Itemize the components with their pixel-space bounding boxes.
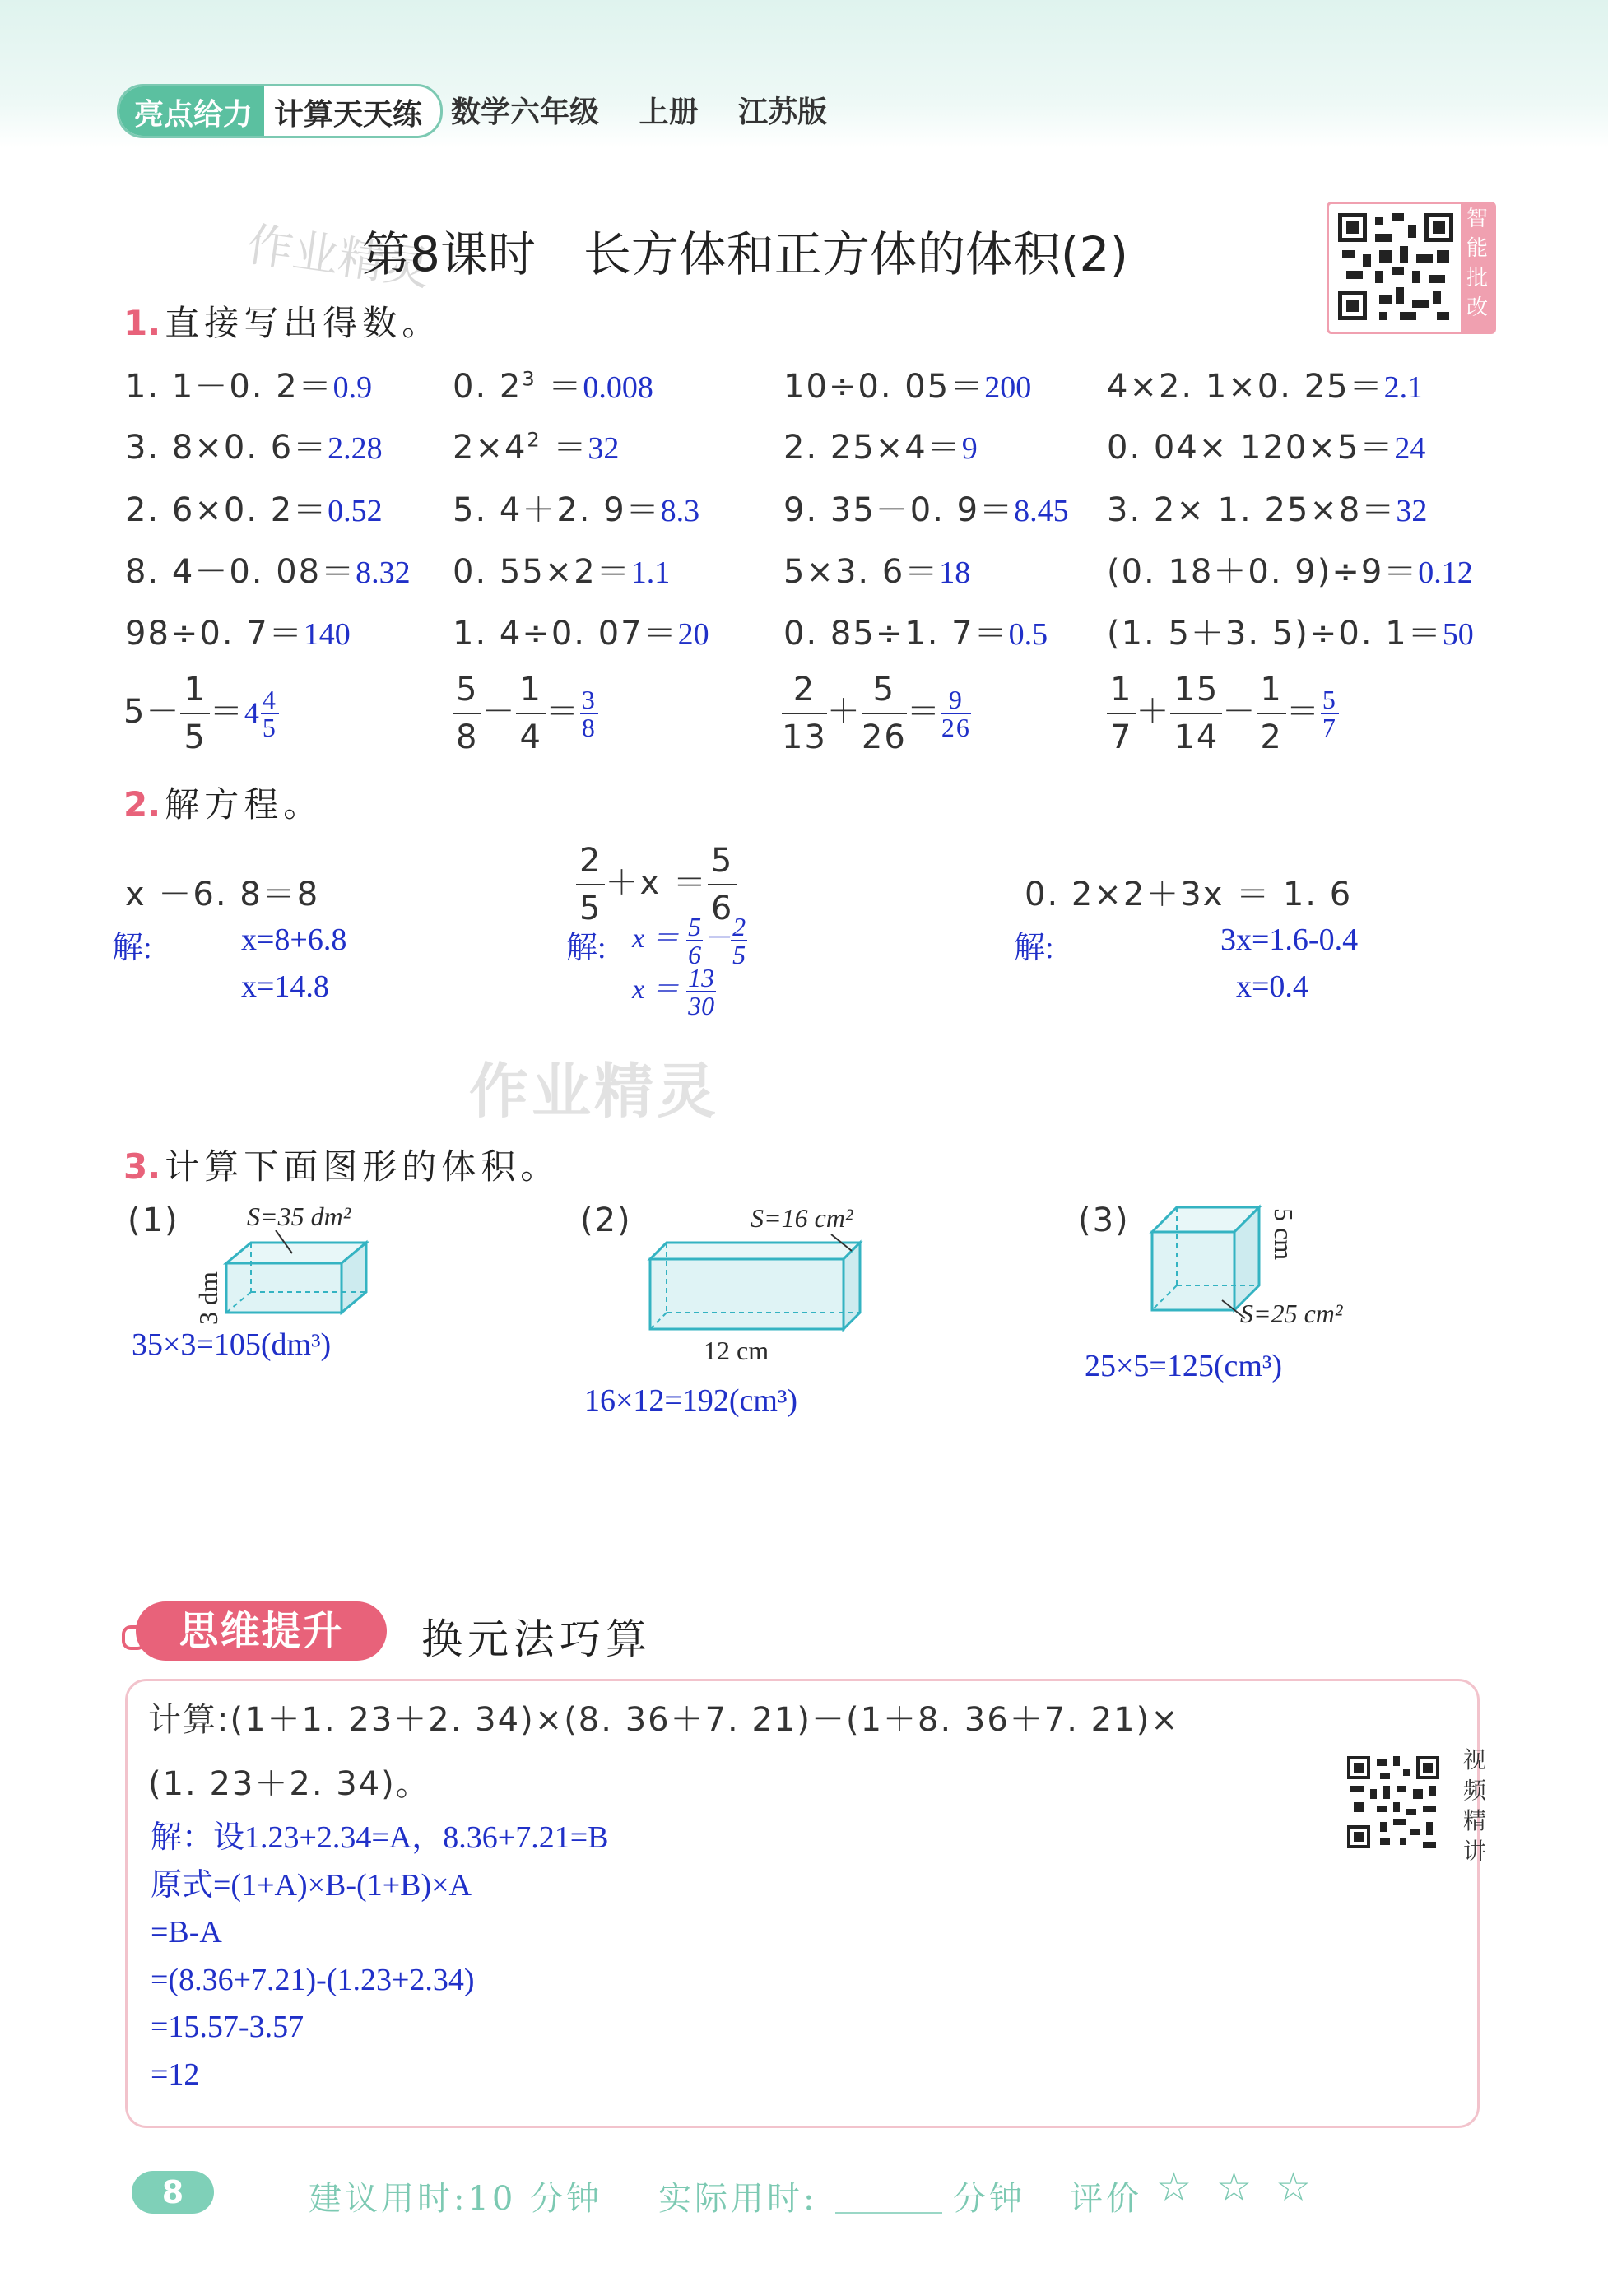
section-number: 3. bbox=[123, 1146, 161, 1187]
answer-text: 0.9 bbox=[332, 370, 373, 405]
solution-step: x=0.4 bbox=[1236, 969, 1308, 1004]
actual-time-label: 实际用时: bbox=[658, 2180, 818, 2218]
mental-math-item bbox=[453, 421, 619, 468]
figure-label: (2) bbox=[580, 1201, 632, 1239]
length-label: 12 cm bbox=[704, 1336, 769, 1365]
solution-line: =(8.36+7.21)-(1.23+2.34) bbox=[151, 1962, 475, 1997]
mental-math-item bbox=[453, 546, 670, 593]
qr-label-char: 智 bbox=[1466, 207, 1488, 231]
operator: － bbox=[481, 693, 517, 731]
qr-label-char: 批 bbox=[1466, 266, 1488, 290]
question-text: 5×3. 6＝ bbox=[783, 553, 940, 591]
question-text: 0. 04× 120×5＝ bbox=[1107, 429, 1395, 467]
volume: 上册 bbox=[639, 95, 699, 129]
cuboid-figure-1 bbox=[222, 1230, 379, 1329]
numerator: 15 bbox=[1170, 667, 1222, 714]
area-label: S=25 cm² bbox=[1240, 1299, 1343, 1328]
denominator: 5 bbox=[184, 718, 207, 756]
numerator: 5 bbox=[862, 667, 907, 714]
qr-label-top bbox=[1461, 204, 1494, 332]
area-label: S=16 cm² bbox=[751, 1203, 853, 1233]
mental-math-item bbox=[783, 360, 1031, 407]
expr-part: x ＝ bbox=[632, 974, 680, 1005]
numerator: 5 bbox=[688, 912, 702, 941]
section1-heading bbox=[123, 296, 441, 346]
exponent: 3 bbox=[522, 367, 537, 391]
solve-label: 解: bbox=[1014, 931, 1054, 965]
series-name: 计算天天练 bbox=[274, 98, 423, 132]
question-text: 1. 4÷0. 07＝ bbox=[453, 615, 678, 653]
star-icon[interactable]: ☆ bbox=[1156, 2164, 1192, 2210]
watermark: 作业精灵 bbox=[469, 1057, 720, 1126]
answer-numerator: 9 bbox=[941, 686, 971, 714]
answer-text: 0.52 bbox=[328, 494, 383, 528]
height-label: 3 dm bbox=[193, 1271, 223, 1325]
answer-text: 32 bbox=[588, 431, 620, 466]
mental-math-item bbox=[1107, 484, 1427, 531]
solution-block bbox=[151, 1815, 609, 2098]
expr-part: x ＝ bbox=[632, 923, 680, 954]
fraction-item-4 bbox=[1107, 667, 1339, 760]
qr-label-char: 频 bbox=[1462, 1777, 1486, 1804]
thinking-tag: 思维提升 bbox=[136, 1601, 387, 1661]
numerator: 2 bbox=[576, 838, 605, 885]
star-icon[interactable]: ☆ bbox=[1216, 2164, 1252, 2210]
answer-text: 140 bbox=[303, 617, 351, 652]
answer-text: 200 bbox=[984, 370, 1032, 405]
mental-math-item bbox=[125, 607, 351, 654]
question-text: 2. 6×0. 2＝ bbox=[125, 491, 328, 529]
numerator: 2 bbox=[732, 912, 746, 941]
question-text: 1. 1－0. 2＝ bbox=[125, 368, 333, 406]
denominator: 14 bbox=[1173, 718, 1220, 756]
numerator: 1 bbox=[516, 667, 545, 714]
operator: － bbox=[1222, 693, 1257, 731]
watermark: 作业精灵 bbox=[243, 217, 434, 297]
qr-label-char: 精 bbox=[1462, 1807, 1486, 1834]
answer-numerator: 5 bbox=[1322, 685, 1337, 714]
solution-line: =15.57-3.57 bbox=[151, 2010, 304, 2044]
answer-text: 2.1 bbox=[1383, 370, 1424, 405]
height-label: 5 cm bbox=[1269, 1208, 1299, 1261]
denominator: 8 bbox=[456, 718, 479, 756]
section-number: 1. bbox=[123, 303, 161, 343]
suggested-time: 建议用时:10 分钟 bbox=[309, 2180, 603, 2218]
answer-whole: 4 bbox=[244, 696, 261, 729]
problem-line-1: 计算:(1＋1. 23＋2. 34)×(8. 36＋7. 21)－(1＋8. 36＋7. 21)× bbox=[148, 1701, 1180, 1739]
solution-line: 解：设1.23+2.34=A，8.36+7.21=B bbox=[151, 1820, 609, 1855]
question-text: 2. 25×4＝ bbox=[783, 429, 962, 467]
equals: ＝ bbox=[906, 693, 941, 731]
operator: ＋ bbox=[1136, 693, 1171, 731]
book-info bbox=[451, 89, 827, 131]
denominator: 5 bbox=[732, 940, 746, 969]
question-text: 98÷0. 7＝ bbox=[125, 615, 304, 653]
numerator: 1 bbox=[180, 667, 209, 714]
denominator: 13 bbox=[782, 718, 827, 756]
mental-math-item bbox=[1107, 421, 1425, 468]
answer-text: 9 bbox=[961, 431, 978, 466]
mental-math-item bbox=[125, 421, 383, 468]
equation-3: 0. 2×2＋3x ＝ 1. 6 bbox=[1025, 876, 1353, 913]
edition: 江苏版 bbox=[738, 95, 828, 129]
question-text: (1. 5＋3. 5)÷0. 1＝ bbox=[1107, 615, 1443, 653]
denominator: 4 bbox=[519, 718, 542, 756]
question-text: 2×4 bbox=[453, 429, 527, 467]
question-text: 0. 85÷1. 7＝ bbox=[783, 615, 1009, 653]
lesson-title: 第8课时 长方体和正方体的体积(2) bbox=[362, 226, 1129, 282]
answer-text: 24 bbox=[1394, 431, 1426, 466]
solution-line: =B-A bbox=[151, 1915, 222, 1950]
mental-math-item bbox=[783, 421, 978, 468]
solution-line: =12 bbox=[151, 2057, 200, 2092]
section-title: 计算下面图形的体积。 bbox=[165, 1146, 560, 1187]
expr-part: ＋x ＝ bbox=[605, 864, 708, 902]
figure-label: (3) bbox=[1078, 1201, 1130, 1239]
problem-line-2: (1. 23＋2. 34)。 bbox=[148, 1765, 430, 1803]
star-icon[interactable]: ☆ bbox=[1276, 2164, 1312, 2210]
denominator: 6 bbox=[688, 940, 702, 969]
figure-label: (1) bbox=[128, 1201, 179, 1239]
mental-math-item bbox=[1107, 546, 1473, 593]
answer-figure-1: 35×3=105(dm³) bbox=[132, 1327, 332, 1362]
qr-label-bottom bbox=[1458, 1745, 1491, 1866]
question-text: 0. 55×2＝ bbox=[453, 553, 631, 591]
answer-text: 8.32 bbox=[356, 555, 411, 590]
denominator: 26 bbox=[861, 718, 907, 756]
qr-label-char: 讲 bbox=[1462, 1838, 1486, 1865]
qr-label-char: 视 bbox=[1462, 1746, 1486, 1773]
qr-label-char: 能 bbox=[1466, 236, 1488, 261]
exponent: 2 bbox=[527, 428, 541, 452]
numerator: 5 bbox=[453, 667, 481, 714]
question-text: 9. 35－0. 9＝ bbox=[783, 491, 1015, 529]
time-unit: 分钟 bbox=[953, 2180, 1025, 2218]
answer-denominator: 7 bbox=[1322, 713, 1337, 742]
mental-math-item bbox=[783, 546, 970, 593]
question-text: 3. 8×0. 6＝ bbox=[125, 429, 328, 467]
numerator: 1 bbox=[1107, 667, 1136, 714]
section3-heading bbox=[123, 1140, 560, 1189]
answer-text: 8.3 bbox=[660, 494, 700, 528]
brand-name: 亮点给力 bbox=[119, 86, 264, 136]
answer-text: 50 bbox=[1442, 617, 1474, 652]
operator: － bbox=[703, 923, 732, 954]
expr-part: 5－ bbox=[123, 693, 181, 731]
numerator: 2 bbox=[782, 667, 827, 714]
numerator: 5 bbox=[708, 838, 737, 885]
qr-code-icon bbox=[1334, 209, 1457, 324]
question-text: (0. 18＋0. 9)÷9＝ bbox=[1107, 553, 1419, 591]
equals: ＝ bbox=[541, 429, 588, 467]
fraction-item-3 bbox=[782, 667, 971, 760]
mental-math-item bbox=[1107, 607, 1474, 654]
mental-math-item bbox=[453, 607, 709, 654]
answer-text: 8.45 bbox=[1014, 494, 1069, 528]
qr-code-icon bbox=[1344, 1753, 1443, 1852]
answer-text: 0.008 bbox=[583, 370, 653, 405]
answer-text: 2.28 bbox=[328, 431, 383, 466]
answer-numerator: 4 bbox=[262, 685, 277, 714]
equals: ＝ bbox=[1285, 693, 1321, 731]
subject: 数学六年级 bbox=[451, 95, 600, 129]
answer-figure-2: 16×12=192(cm³) bbox=[584, 1383, 797, 1418]
section2-heading bbox=[123, 778, 323, 827]
section-title: 解方程。 bbox=[165, 784, 323, 825]
question-text: 0. 2 bbox=[453, 368, 523, 406]
solution-step bbox=[632, 964, 716, 1019]
question-text: 10÷0. 05＝ bbox=[783, 368, 985, 406]
solution-step: x=8+6.8 bbox=[241, 923, 347, 957]
denominator: 2 bbox=[1260, 718, 1283, 756]
mental-math-item bbox=[453, 484, 699, 531]
section-title: 直接写出得数。 bbox=[165, 303, 442, 343]
operator: ＋ bbox=[826, 693, 862, 731]
question-text: 4×2. 1×0. 25＝ bbox=[1107, 368, 1384, 406]
equals: ＝ bbox=[536, 368, 583, 406]
rating-label: 评价 bbox=[1070, 2180, 1142, 2218]
qr-label-char: 改 bbox=[1466, 295, 1488, 320]
question-text: 8. 4－0. 08＝ bbox=[125, 553, 356, 591]
denominator: 7 bbox=[1110, 718, 1133, 756]
answer-denominator: 8 bbox=[581, 713, 597, 742]
answer-text: 32 bbox=[1396, 494, 1428, 528]
equals: ＝ bbox=[209, 693, 244, 731]
page-number: 8 bbox=[132, 2171, 214, 2214]
fraction-item-2 bbox=[453, 667, 598, 760]
mental-math-item bbox=[783, 607, 1048, 654]
equation-1: x －6. 8＝8 bbox=[125, 876, 320, 913]
qr-code-top[interactable] bbox=[1327, 202, 1496, 334]
answer-figure-3: 25×5=125(cm³) bbox=[1085, 1349, 1282, 1383]
question-text: 5. 4＋2. 9＝ bbox=[453, 491, 661, 529]
answer-text: 18 bbox=[939, 555, 971, 590]
answer-text: 0.12 bbox=[1418, 555, 1473, 590]
mental-math-item bbox=[125, 484, 383, 531]
answer-text: 0.5 bbox=[1008, 617, 1048, 652]
cuboid-figure-2 bbox=[646, 1234, 872, 1337]
actual-time-input[interactable] bbox=[835, 2212, 942, 2214]
question-text: 3. 2× 1. 25×8＝ bbox=[1107, 491, 1397, 529]
mental-math-item bbox=[125, 360, 372, 407]
equals: ＝ bbox=[545, 693, 580, 731]
denominator: 30 bbox=[688, 991, 715, 1020]
answer-text: 1.1 bbox=[630, 555, 671, 590]
mental-math-item bbox=[125, 546, 411, 593]
solve-label: 解: bbox=[112, 931, 152, 965]
area-label: S=35 dm² bbox=[247, 1201, 351, 1231]
mental-math-item bbox=[453, 360, 653, 407]
fraction-item-1 bbox=[123, 667, 279, 760]
answer-denominator: 26 bbox=[941, 713, 971, 742]
mental-math-item bbox=[1107, 360, 1423, 407]
numerator: 1 bbox=[1257, 667, 1285, 714]
answer-denominator: 5 bbox=[262, 713, 277, 742]
answer-numerator: 3 bbox=[581, 685, 597, 714]
thinking-subtitle: 换元法巧算 bbox=[421, 1615, 652, 1663]
denominator: 6 bbox=[710, 890, 734, 927]
mental-math-item bbox=[783, 484, 1069, 531]
solution-step: 3x=1.6-0.4 bbox=[1220, 923, 1359, 957]
numerator: 13 bbox=[688, 963, 715, 992]
section-number: 2. bbox=[123, 784, 161, 825]
solution-step: x=14.8 bbox=[241, 969, 329, 1004]
solution-step bbox=[632, 913, 747, 968]
answer-text: 20 bbox=[677, 617, 709, 652]
solve-label: 解: bbox=[566, 931, 606, 965]
denominator: 5 bbox=[579, 890, 602, 927]
brand-badge bbox=[117, 84, 443, 138]
solution-line: 原式=(1+A)×B-(1+B)×A bbox=[151, 1867, 472, 1903]
qr-code-bottom[interactable] bbox=[1337, 1745, 1461, 1868]
